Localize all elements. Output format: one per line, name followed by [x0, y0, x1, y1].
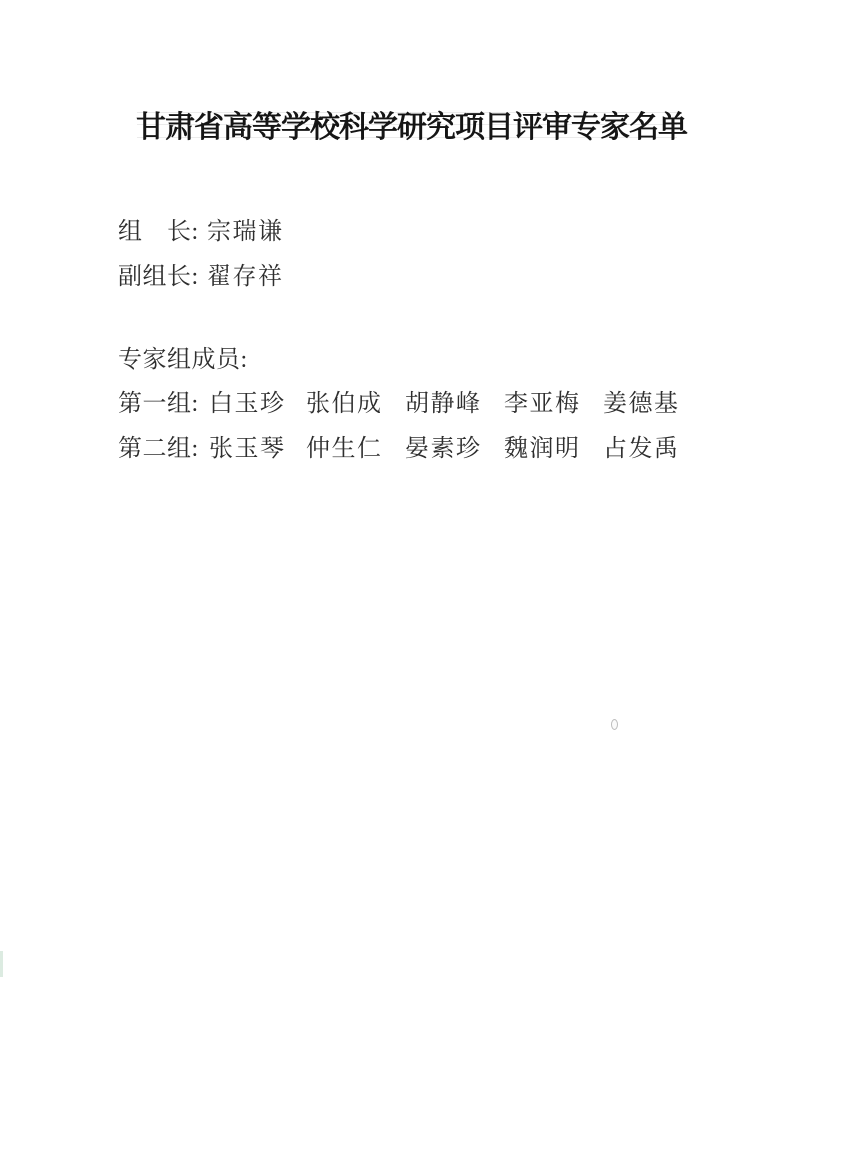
scan-edge-artifact: [0, 951, 3, 977]
leader-label: 组 长:: [118, 219, 199, 245]
expert-name: 胡静峰: [405, 391, 482, 417]
expert-name: 魏润明: [504, 436, 581, 462]
document-title: 甘肃省高等学校科学研究项目评审专家名单: [136, 111, 687, 144]
leader-name: 宗瑞谦: [207, 219, 284, 245]
expert-name: 李亚梅: [504, 391, 581, 417]
group-two-label: 第二组:: [118, 436, 199, 462]
expert-name: 晏素珍: [405, 436, 482, 462]
expert-name: 姜德基: [603, 391, 680, 417]
members-heading: 专家组成员:: [118, 347, 248, 373]
deputy-leader-name: 翟存祥: [207, 264, 284, 290]
group-one-row: [118, 383, 758, 417]
leader-row: [118, 211, 758, 245]
deputy-leader-row: [118, 256, 758, 290]
deputy-leader-label: 副组长:: [118, 264, 199, 290]
members-heading-row: [118, 339, 758, 373]
group-two-row: [118, 428, 758, 462]
scan-speck-artifact: [611, 719, 618, 730]
expert-name: 仲生仁: [306, 436, 383, 462]
expert-name: 白玉珍: [209, 391, 286, 417]
expert-name: 张伯成: [306, 391, 383, 417]
expert-name: 张玉琴: [209, 436, 286, 462]
expert-name: 占发禹: [603, 436, 680, 462]
group-one-label: 第一组:: [118, 391, 199, 417]
